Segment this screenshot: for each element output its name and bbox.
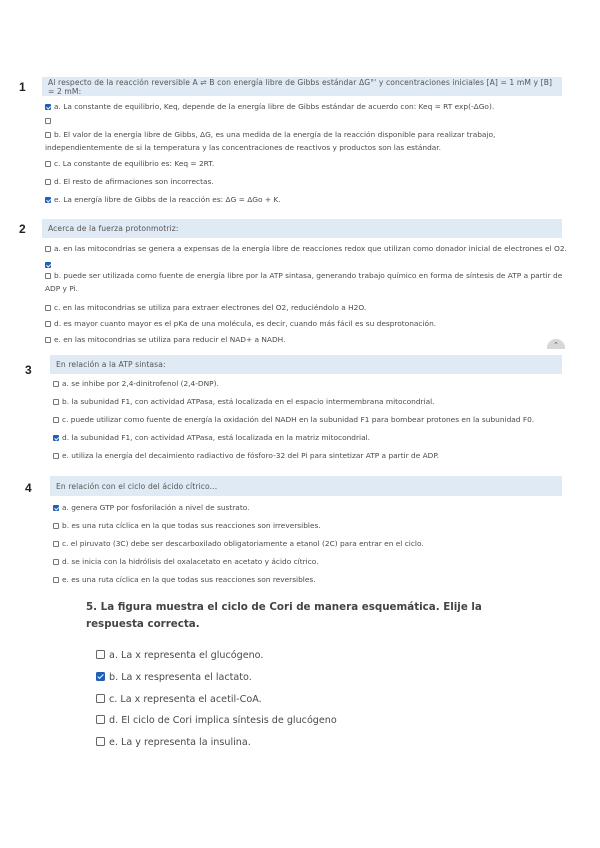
checkbox[interactable] — [53, 381, 59, 387]
answer-option-label: b. El valor de la energía libre de Gibbs, ΔG, es una medida de la energía de la reacción disponible para realizar trabajo, independientemente de si la temperatura y las concentraciones de reactivos y productos son las estándar. — [45, 130, 496, 152]
answer-option-label: e. utiliza la energía del decaimiento radiactivo de fósforo-32 del Pi para sintetizar ATP a partir de ADP. — [62, 451, 440, 460]
answer-option-label: d. se inicia con la hidrólisis del oxalacetato en acetato y ácido cítrico. — [62, 557, 319, 566]
answer-option[interactable] — [45, 115, 570, 128]
checkbox[interactable] — [45, 161, 51, 167]
answer-option[interactable] — [53, 574, 568, 587]
question-header: En relación a la ATP sintasa: — [50, 355, 562, 374]
checkbox[interactable] — [53, 541, 59, 547]
checkbox[interactable] — [45, 321, 51, 327]
answer-option-label: e. en las mitocondrias se utiliza para reducir el NAD+ a NADH. — [54, 335, 286, 344]
question-header: Acerca de la fuerza protonmotriz: — [42, 219, 562, 238]
checkbox[interactable] — [96, 650, 105, 659]
checkbox[interactable] — [45, 246, 51, 252]
checkbox-checked[interactable] — [53, 435, 59, 441]
answer-option[interactable] — [45, 194, 570, 207]
answer-option[interactable] — [45, 101, 570, 114]
checkbox[interactable] — [53, 453, 59, 459]
answer-option-label: d. la subunidad F1, con actividad ATPasa, está localizada en la matriz mitocondrial. — [62, 433, 370, 442]
chevron-up-icon: ⌃ — [553, 341, 559, 349]
answer-option-label: b. es una ruta cíclica en la que todas sus reacciones son irreversibles. — [62, 521, 321, 530]
checkbox[interactable] — [45, 305, 51, 311]
answer-option[interactable] — [96, 737, 251, 748]
question-number: 3 — [25, 363, 32, 377]
checkbox[interactable] — [45, 118, 51, 124]
checkbox[interactable] — [53, 559, 59, 565]
answer-option-label: e. La y representa la insulina. — [109, 737, 251, 748]
answer-option[interactable] — [96, 694, 262, 705]
answer-option-label: a. La x representa el glucógeno. — [109, 650, 264, 661]
answer-option[interactable] — [45, 176, 570, 189]
answer-option[interactable] — [96, 715, 337, 726]
answer-option-label: b. La x respresenta el lactato. — [109, 672, 252, 683]
answer-option-label: e. La energía libre de Gibbs de la reacción es: ΔG = ΔGo + K. — [54, 195, 281, 204]
answer-option-label: b. puede ser utilizada como fuente de energía libre por la ATP sintasa, generando trabajo químico en forma de síntesis de ATP a partir de ADP y Pi. — [45, 271, 563, 293]
answer-option[interactable] — [45, 334, 570, 347]
answer-option[interactable] — [45, 243, 570, 256]
answer-option[interactable] — [53, 450, 568, 463]
checkbox-checked[interactable] — [96, 672, 105, 681]
checkbox-checked[interactable] — [53, 505, 59, 511]
answer-option[interactable] — [53, 396, 568, 409]
answer-option[interactable] — [45, 302, 570, 315]
answer-option[interactable] — [45, 129, 570, 154]
checkbox-checked[interactable] — [45, 262, 51, 268]
checkbox[interactable] — [96, 737, 105, 746]
checkbox[interactable] — [45, 337, 51, 343]
checkbox[interactable] — [45, 132, 51, 138]
question-number: 4 — [25, 481, 32, 495]
checkbox-checked[interactable] — [45, 104, 51, 110]
answer-option-label: c. el piruvato (3C) debe ser descarboxilado obligatoriamente a etanol (2C) para entrar en el ciclo. — [62, 539, 424, 548]
checkbox[interactable] — [96, 694, 105, 703]
answer-option[interactable] — [53, 520, 568, 533]
answer-option[interactable] — [96, 672, 252, 683]
question-number: 1 — [19, 80, 26, 94]
answer-option[interactable] — [53, 538, 568, 551]
checkbox-checked[interactable] — [45, 197, 51, 203]
checkbox[interactable] — [53, 577, 59, 583]
checkbox[interactable] — [96, 715, 105, 724]
answer-option-label: d. es mayor cuanto mayor es el pKa de una molécula, es decir, cuando más fácil es su desprotonación. — [54, 319, 437, 328]
answer-option-label: c. La constante de equilibrio es: Keq = 2RT. — [54, 159, 215, 168]
answer-option-label: c. La x representa el acetil-CoA. — [109, 694, 262, 705]
question-header: Al respecto de la reacción reversible A ⇌ B con energía libre de Gibbs estándar ΔG°' y concentraciones iniciales [A] = 1 mM y [B] = 2 mM: — [42, 77, 562, 96]
answer-option[interactable] — [53, 502, 568, 515]
answer-option[interactable] — [53, 378, 568, 391]
answer-option-label: c. puede utilizar como fuente de energía la oxidación del NADH en la subunidad F1 para bombear protones en la subunidad F0. — [62, 415, 535, 424]
answer-option-label: a. genera GTP por fosforilación a nivel de sustrato. — [62, 503, 250, 512]
answer-option[interactable] — [45, 270, 570, 295]
answer-option[interactable] — [45, 318, 570, 331]
question-title: 5. La figura muestra el ciclo de Cori de manera esquemática. Elije la respuesta correcta. — [86, 601, 482, 630]
answer-option[interactable] — [53, 432, 568, 445]
answer-option[interactable] — [45, 158, 570, 171]
checkbox[interactable] — [53, 399, 59, 405]
checkbox[interactable] — [53, 523, 59, 529]
answer-option-label: c. en las mitocondrias se utiliza para extraer electrones del O2, reduciéndolo a H2O. — [54, 303, 367, 312]
answer-option-label: e. es una ruta cíclica en la que todas sus reacciones son reversibles. — [62, 575, 316, 584]
answer-option-label: a. en las mitocondrias se genera a expensas de la energía libre de reacciones redox que utilizan como donador inicial de electrones el O2. — [54, 244, 567, 253]
answer-option[interactable] — [53, 414, 568, 427]
answer-option-label: d. El ciclo de Cori implica síntesis de glucógeno — [109, 715, 337, 726]
answer-option-label: b. la subunidad F1, con actividad ATPasa, está localizada en el espacio intermembrana mitocondrial. — [62, 397, 435, 406]
answer-option-label: a. se inhibe por 2,4-dinitrofenol (2,4-DNP). — [62, 379, 219, 388]
question-header: En relación con el ciclo del ácido cítrico... — [50, 476, 562, 496]
answer-option[interactable] — [53, 556, 568, 569]
answer-option-label: a. La constante de equilibrio, Keq, depende de la energía libre de Gibbs estándar de acuerdo con: Keq = RT exp(-ΔGo). — [54, 102, 495, 111]
question-number: 2 — [19, 222, 26, 236]
checkbox[interactable] — [53, 417, 59, 423]
checkbox[interactable] — [45, 273, 51, 279]
answer-option[interactable] — [96, 650, 263, 661]
checkbox[interactable] — [45, 179, 51, 185]
answer-option-label: d. El resto de afirmaciones son incorrectas. — [54, 177, 214, 186]
